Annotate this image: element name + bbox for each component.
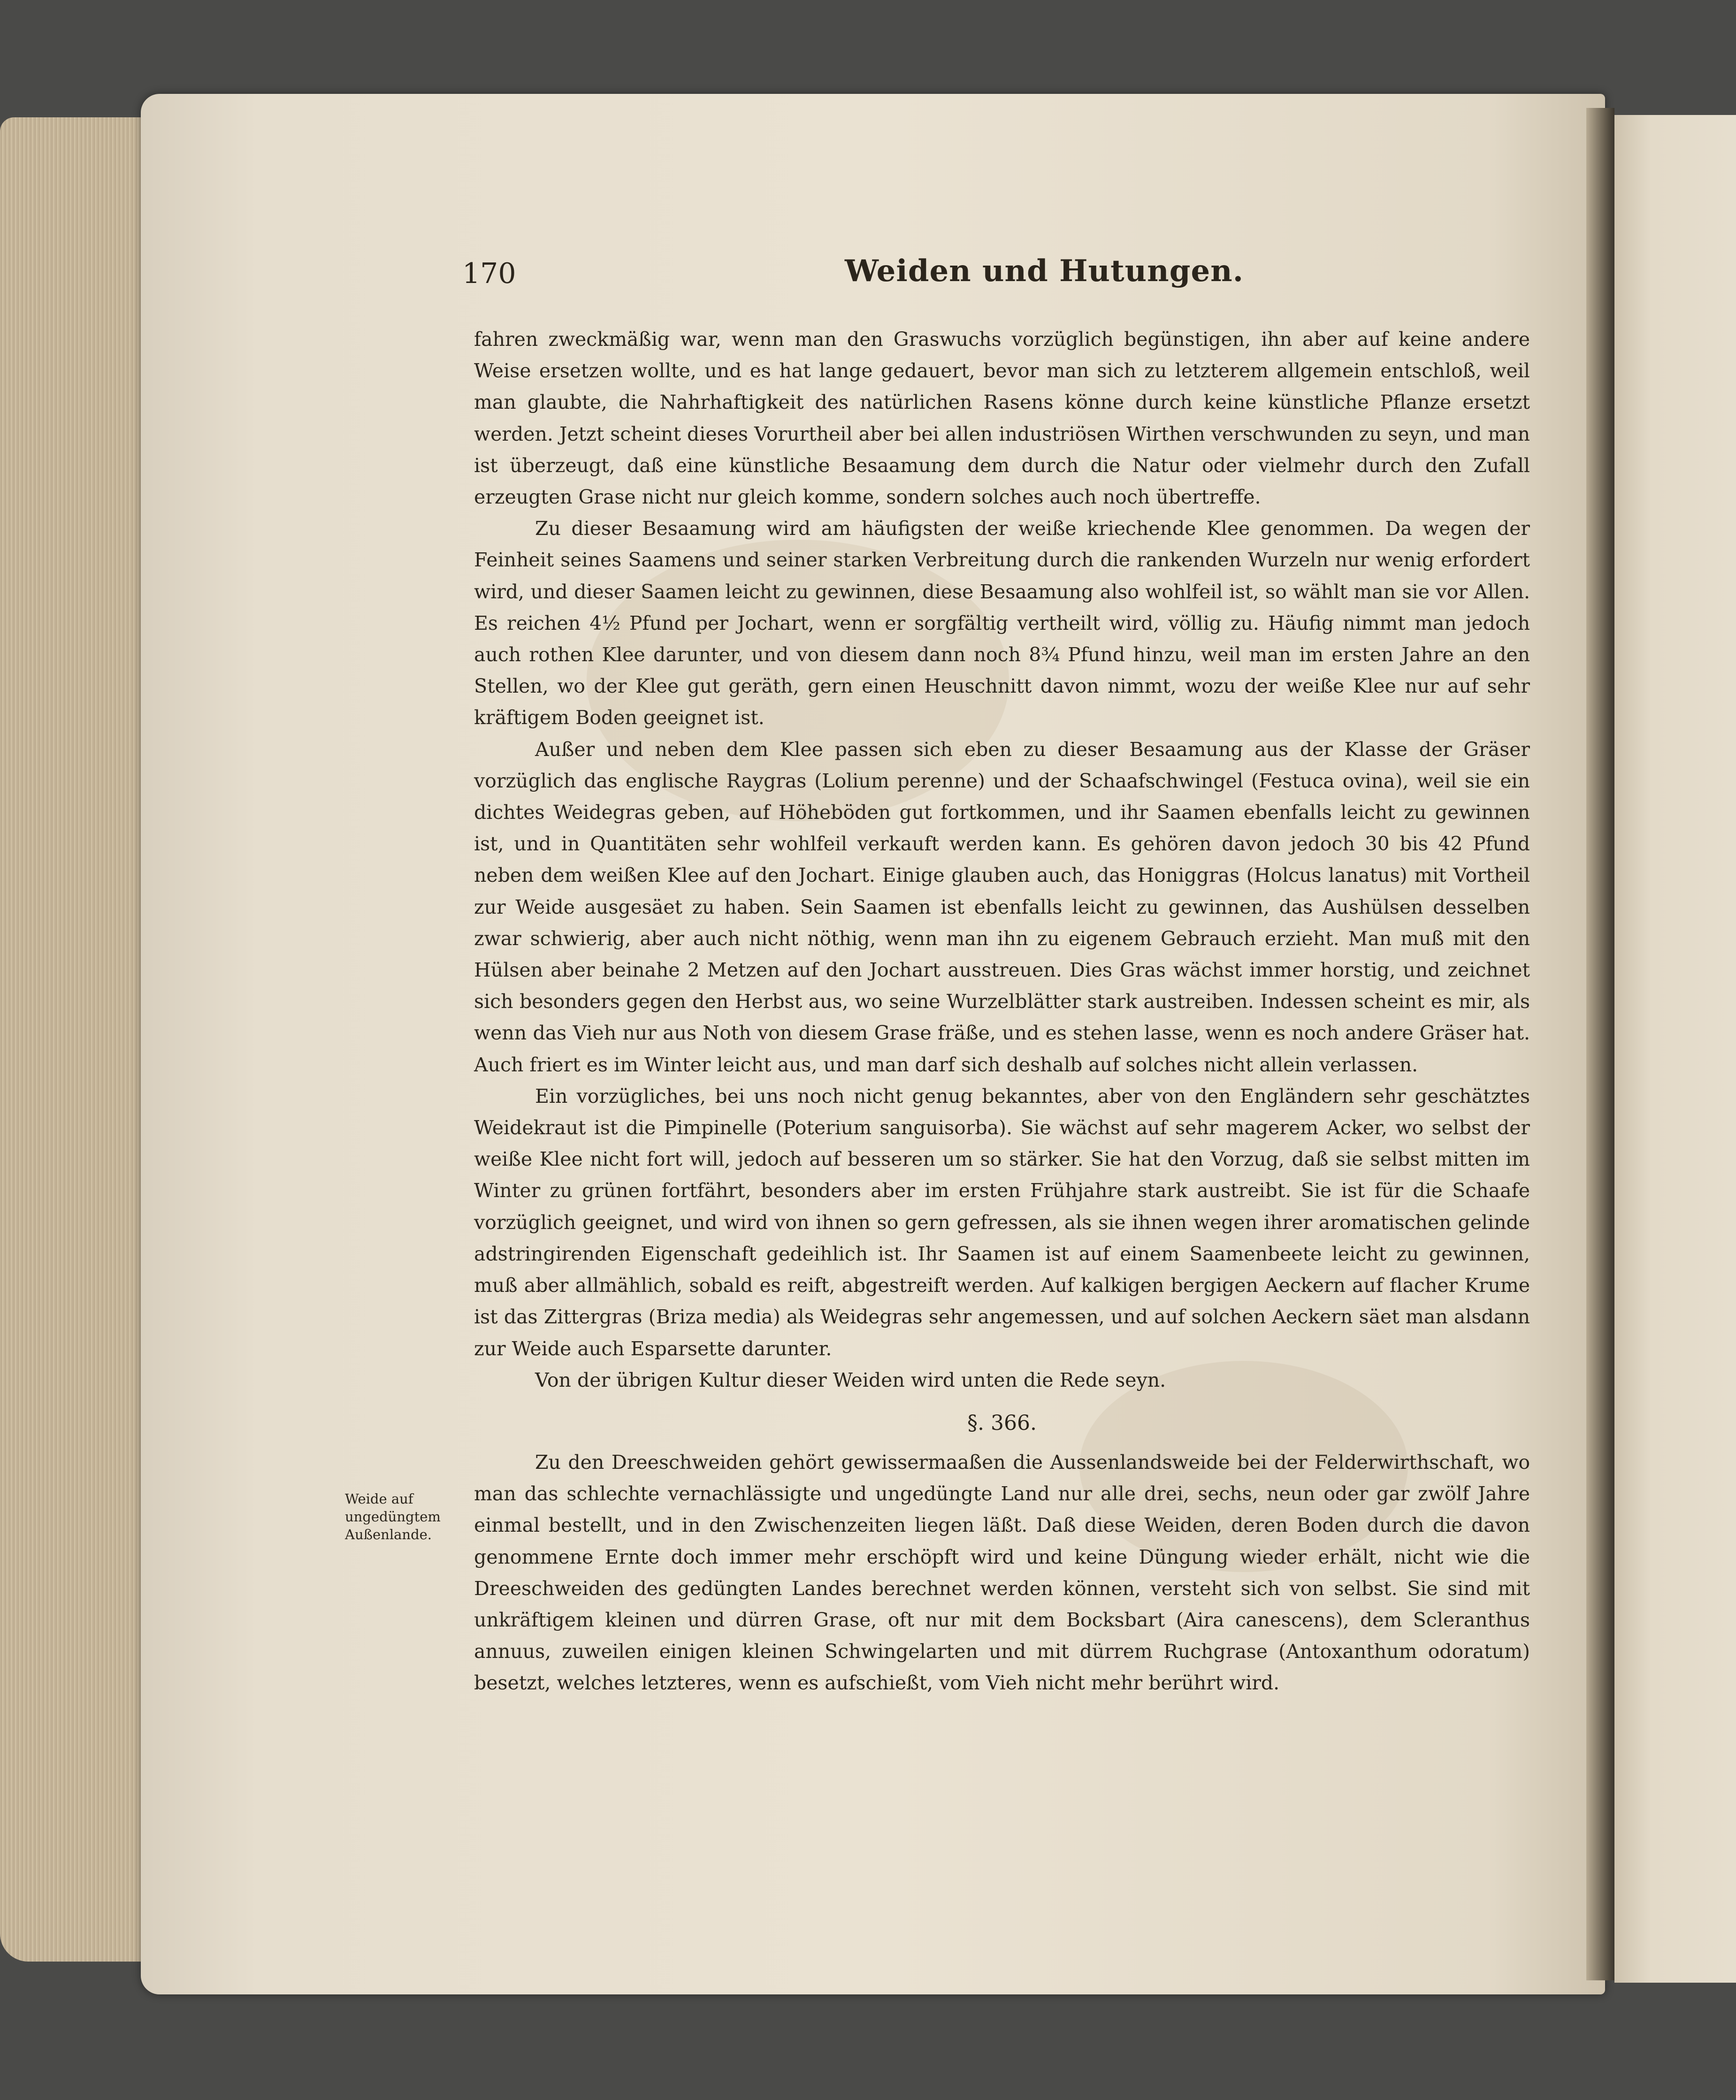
page-number: 170	[462, 257, 516, 290]
right-page	[1614, 115, 1736, 1983]
paragraph: Ein vorzügliches, bei uns noch nicht genug bekanntes, aber von den Engländern sehr geschätztes Weidekraut ist die Pimpinelle (Poterium sanguisorba). Sie wächst auf sehr magerem Acker, wo selbst der weiße Klee nicht fort will, jedoch auf besseren um so stärker. Sie hat den Vorzug, daß sie selbst mitten im Winter zu grünen fortfährt, besonders aber im ersten Frühjahre stark austreibt. Sie ist für die Schaafe vorzüglich geeignet, und wird von ihnen so gern gefressen, als sie ihnen wegen ihrer aromatischen gelinde adstringirenden Eigenschaft gedeihlich ist. Ihr Saamen ist auf einem Saamenbeete leicht zu gewinnen, muß aber allmählich, sobald es reift, abgestreift werden. Auf kalkigen bergigen Aeckern auf flacher Krume ist das Zittergras (Briza media) als Weidegras sehr angemessen, und auf solchen Aeckern säet man alsdann zur Weide auch Esparsette darunter.	[474, 1084, 1530, 1360]
main-text-column	[474, 324, 1530, 1699]
paragraph: Von der übrigen Kultur dieser Weiden wird unten die Rede seyn.	[535, 1368, 1166, 1391]
margin-note: Weide auf ungedüngtem Außenlande.	[345, 1491, 441, 1543]
book-gutter	[1586, 108, 1614, 1980]
paragraph: Außer und neben dem Klee passen sich eben zu dieser Besaamung aus der Klasse der Gräser vorzüglich das englische Raygras (Lolium perenne) und der Schaafschwingel (Festuca ovina), weil sie ein dichtes Weidegras geben, auf Höheböden gut fortkommen, und ihr Saamen ebenfalls leicht zu gewinnen ist, und in Quantitäten sehr wohlfeil verkauft werden kann. Es gehören davon jedoch 30 bis 42 Pfund neben dem weißen Klee auf den Jochart. Einige glauben auch, das Honiggras (Holcus lanatus) mit Vortheil zur Weide ausgesäet zu haben. Sein Saamen ist ebenfalls leicht zu gewinnen, das Aushülsen desselben zwar schwierig, aber auch nicht nöthig, wenn man ihn zu eigenem Gebrauch erzieht. Man muß mit den Hülsen aber beinahe 2 Metzen auf den Jochart ausstreuen. Dies Gras wächst immer horstig, und zeichnet sich besonders gegen den Herbst aus, wo seine Wurzelblätter stark austreiben. Indessen scheint es mir, als wenn das Vieh nur aus Noth von diesem Grase fräße, und es stehen lasse, wenn es noch andere Gräser hat. Auch friert es im Winter leicht aus, und man darf sich deshalb auf solches nicht allein verlassen.	[474, 738, 1530, 1076]
paragraph: fahren zweckmäßig war, wenn man den Graswuchs vorzüglich begünstigen, ihn aber auf keine andere Weise ersetzen wollte, und es hat lange gedauert, bevor man sich zu letzterem allgemein entschloß, weil man glaubte, die Nahrhaftigkeit des natürlichen Rasens könne durch keine künstliche Pflanze ersetzt werden. Jetzt scheint dieses Vorurtheil aber bei allen industriösen Wirthen verschwunden zu seyn, und man ist überzeugt, daß eine künstliche Besaamung dem durch die Natur oder vielmehr durch den Zufall erzeugten Grase nicht nur gleich komme, sondern solches auch noch übertreffe.	[474, 328, 1530, 509]
paragraph: Zu dieser Besaamung wird am häufigsten der weiße kriechende Klee genommen. Da wegen der Feinheit seines Saamens und seiner starken Verbreitung durch die rankenden Wurzeln nur wenig erfordert wird, und dieser Saamen leicht zu gewinnen, diese Besaamung also wohlfeil ist, so wählt man sie vor Allen. Es reichen 4½ Pfund per Jochart, wenn er sorgfältig vertheilt wird, völlig zu. Häufig nimmt man jedoch auch rothen Klee darunter, und von diesem dann noch 8¾ Pfund hinzu, weil man im ersten Jahre an den Stellen, wo der Klee gut geräth, gern einen Heuschnitt davon nimmt, wozu der weiße Klee nur auf sehr kräftigem Boden geeignet ist.	[474, 517, 1530, 729]
section-paragraph: Zu den Dreeschweiden gehört gewissermaaßen die Aussenlandsweide bei der Felderwirthschaft, wo man das schlechte vernachlässigte und ungedüngte Land nur alle drei, sechs, neun oder gar zwölf Jahre einmal bestellt, und in den Zwischenzeiten liegen läßt. Daß diese Weiden, deren Boden durch die davon genommene Ernte doch immer mehr erschöpft wird und keine Düngung wieder erhält, nicht wie die Dreeschweiden des gedüngten Landes berechnet werden können, versteht sich von selbst. Sie sind mit unkräftigem kleinen und dürren Grase, oft nur mit dem Bocksbart (Aira canescens), dem Scleranthus annuus, zuweilen einigen kleinen Schwingelarten und mit dürrem Ruchgrase (Antoxanthum odoratum) besetzt, welches letzteres, wenn es aufschießt, vom Vieh nicht mehr berührt wird.	[474, 1451, 1530, 1695]
section-number: §. 366.	[967, 1411, 1037, 1435]
running-head: Weiden und Hutungen.	[845, 253, 1244, 289]
